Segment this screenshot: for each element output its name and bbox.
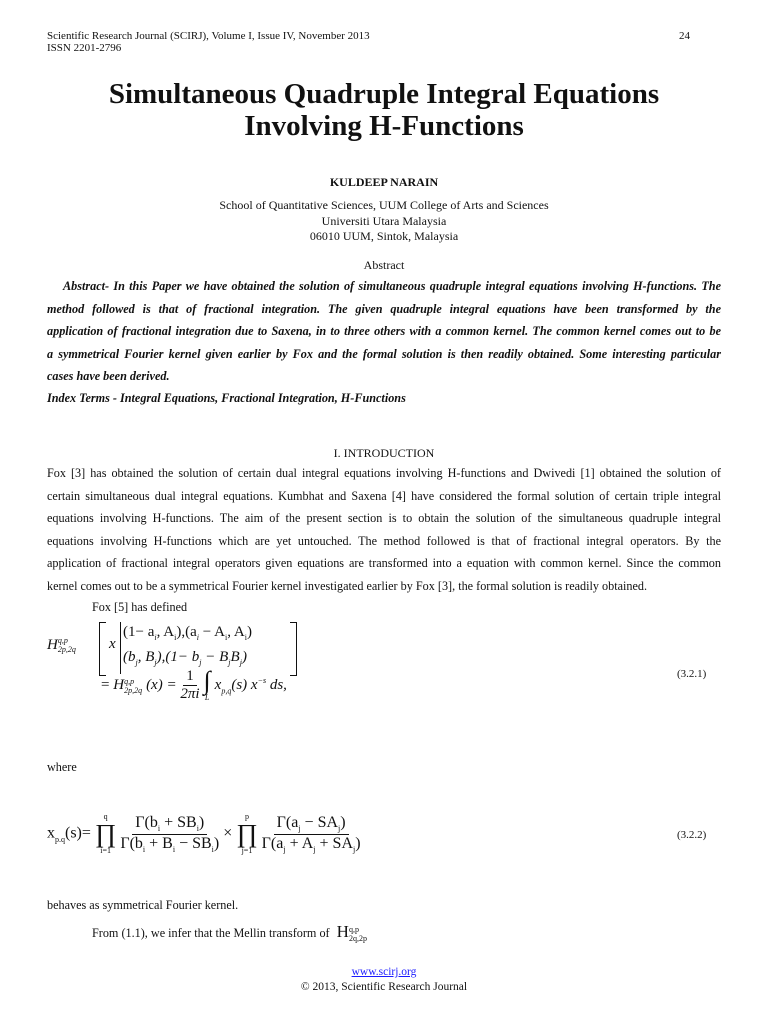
equation-number: (3.2.2): [677, 829, 707, 841]
fraction: $\frac{1}{2\pi i}$: [180, 668, 200, 702]
journal-header: [47, 30, 370, 54]
fox-defined: Fox [5] has defined: [92, 600, 188, 614]
footer: [0, 965, 768, 995]
journal-website-link[interactable]: www.scirj.org: [351, 966, 417, 978]
fraction: $\frac{\Gamma(a_j - SA_j)}{\Gamma(a_j + A_j + SA_j)}$: [261, 814, 361, 854]
title-line: Involving H-Functions: [244, 110, 524, 142]
copyright: © 2013, Scientific Research Journal: [300, 981, 468, 993]
separator-bar: [120, 622, 121, 674]
product-sign: ∏: [236, 819, 258, 848]
intro-line: Fox [3] has obtained the solution of certain dual integral equations involving H-functions and Dwivedi [1] obtained the solution of: [47, 466, 721, 480]
h-symbol: H: [47, 637, 58, 653]
product-sign: ∏: [94, 819, 117, 848]
affiliation-line: 06010 UUM, Sintok, Malaysia: [309, 229, 459, 243]
author: KULDEEP NARAIN: [329, 175, 439, 189]
abstract-line: method followed is that of fractional integration. The given quadruple integral equations have been transformed by the: [47, 301, 721, 316]
index-terms: Index Terms - Integral Equations, Fractional Integration, H-Functions: [47, 390, 406, 405]
eq1-row2: ($b_j$, $B_j),(1- b_j - B_jB_j)$: [123, 649, 247, 667]
abstract-line: Abstract- In this Paper we have obtained the solution of simultaneous quadruple integral equations involving H-functions. The: [63, 279, 721, 293]
abstract-line: a symmetrical Fourier kernel given earlier by Fox and the formal solution is then readily obtained. Some interesting particular: [47, 346, 721, 361]
intro-line: kernel comes out to be a symmetrical Fourier kernel investigated earlier by Fox [3], the formal solution is readily obtained.: [47, 578, 648, 593]
intro-line: equations involving H-functions. The aim of the present section is to obtain the solution of the simultaneous quadruple integral: [47, 511, 721, 526]
section-heading: I. INTRODUCTION: [333, 446, 435, 460]
eq1-row1: ($1- a_i$, $A_i),(a_i - A_i$, $A_i$): [123, 624, 252, 642]
integral-sign: ∫: [203, 666, 211, 695]
page-number: 24: [679, 30, 690, 42]
affiliation-line: Universiti Utara Malaysia: [321, 213, 447, 228]
abstract-heading: Abstract: [363, 258, 405, 272]
affiliation: [0, 198, 768, 245]
affiliation-line: School of Quantitative Sciences, UUM College of Arts and Sciences: [219, 198, 549, 212]
where-label: where: [47, 760, 77, 774]
issn: ISSN 2201-2796: [47, 42, 122, 54]
abstract: [47, 275, 721, 408]
right-bracket: [290, 622, 297, 676]
behaves-text: behaves as symmetrical Fourier kernel.: [47, 898, 239, 912]
title-line: Simultaneous Quadruple Integral Equations: [108, 78, 660, 110]
intro-line: application of fractional integral operators given equations are transformed into a equation with common kernel. Since the common: [47, 556, 721, 571]
abstract-line: application of fractional integration due to Saxena, in to three others with a common kernel. The common kernel comes out to be: [47, 324, 721, 339]
abstract-line: cases have been derived.: [47, 369, 170, 384]
intro-line: certain simultaneous dual integral equations. Kumbhat and Saxena [4] have considered the formal solution of certain triple integral: [47, 488, 721, 503]
from-text: From (1.1), we infer that the Mellin transform of H q,p 2q,2p: [92, 922, 367, 944]
paper-title: [0, 78, 768, 142]
intro-line: equations involving H-functions which are yet untouched. The method followed is that of fractional integral operators. By the: [47, 533, 721, 548]
x-var: x: [109, 636, 116, 652]
equation-3-2-1-line2: = H q,p 2p,2q (x) = $\frac{1}{2\pi i}$ ∫ L $x_{p,q}(s)$ $x^{-s}$ ds,: [101, 666, 287, 702]
journal-citation: Scientific Research Journal (SCIRJ), Volume I, Issue IV, November 2013: [47, 30, 370, 42]
h-sup: q,p: [57, 636, 68, 646]
equation-3-2-2: $x_{p.q}(s)=$ q ∏ i=1 $\frac{\Gamma(b_i + SB_i)}{\Gamma(b_i + B_i - SB_i)}$ × p ∏ j=1 $\frac{\Gamma(a_j - SA_j)}{\Gamma(a_j + A_j + SA_j)}$: [47, 812, 361, 855]
equation-number: (3.2.1): [677, 668, 707, 680]
h-sub: 2p,2q: [57, 645, 76, 655]
fraction: $\frac{\Gamma(b_i + SB_i)}{\Gamma(b_i + B_i - SB_i)}$: [120, 814, 220, 854]
introduction: [47, 462, 721, 598]
